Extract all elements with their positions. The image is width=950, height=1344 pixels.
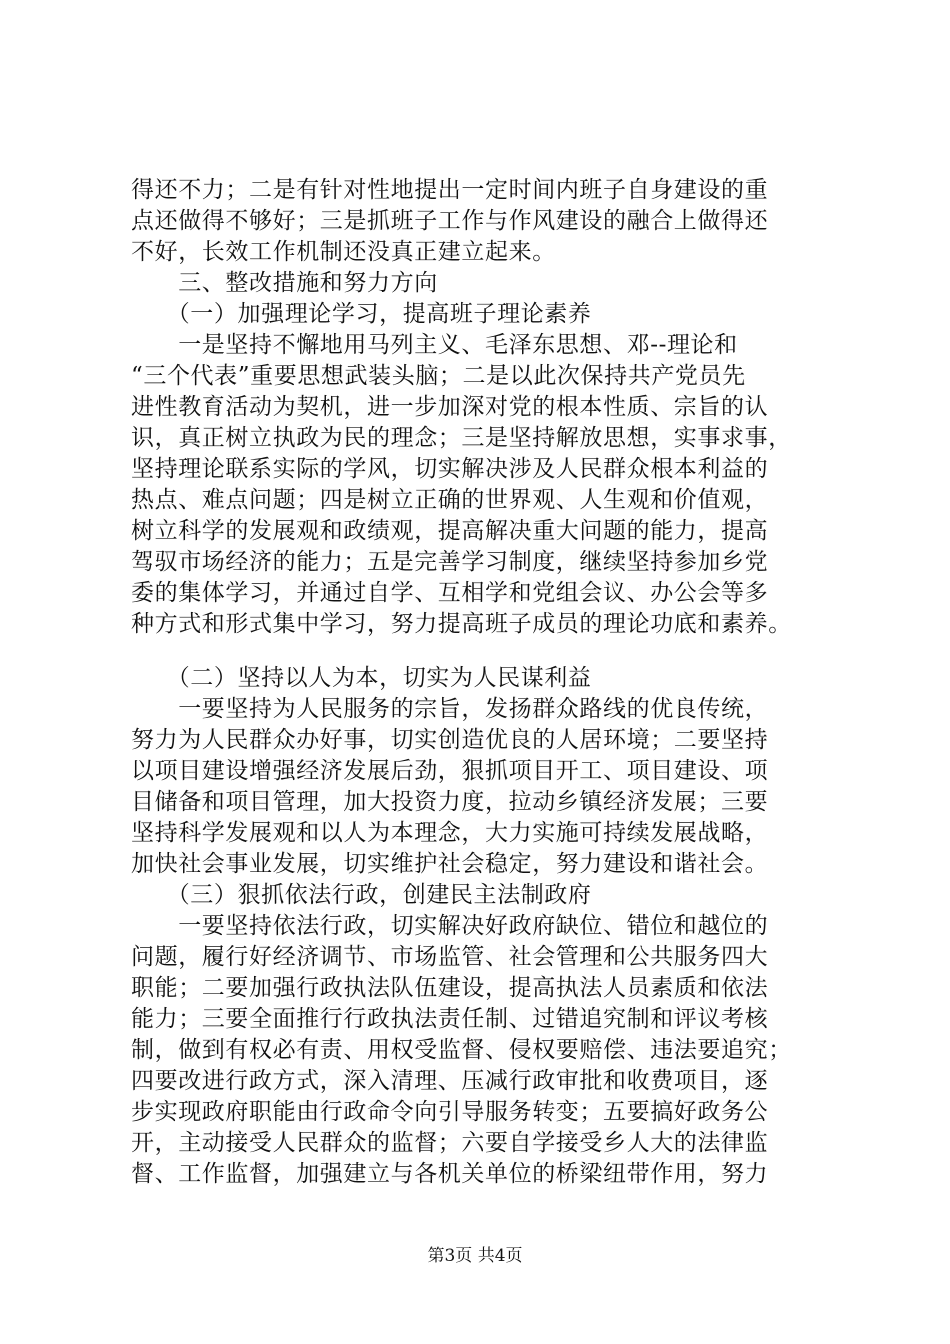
body-text-line: 坚持科学发展观和以人为本理念，大力实施可持续发展战略，: [131, 820, 769, 846]
body-text-line: 种方式和形式集中学习，努力提高班子成员的理论功底和素养。: [131, 611, 792, 637]
body-text-line: 委的集体学习，并通过自学、互相学和党组会议、办公会等多: [131, 580, 769, 606]
section-heading: 三、整改措施和努力方向: [131, 270, 438, 296]
body-text-line: 识，真正树立执政为民的理念；三是坚持解放思想，实事求事，: [131, 425, 792, 451]
body-text-line: 驾驭市场经济的能力；五是完善学习制度，继续坚持参加乡党: [131, 549, 769, 575]
body-text-line: 一要坚持依法行政，切实解决好政府缺位、错位和越位的: [131, 913, 769, 939]
subsection-heading: （三）狠抓依法行政，创建民主法制政府: [131, 882, 592, 908]
body-text-line: 加快社会事业发展，切实维护社会稳定，努力建设和谐社会。: [131, 851, 769, 877]
body-text-line: 不好，长效工作机制还没真正建立起来。: [131, 239, 556, 265]
body-text-line: “三个代表”重要思想武装头脑；二是以此次保持共产党员先: [131, 363, 746, 389]
body-text-line: 坚持理论联系实际的学风，切实解决涉及人民群众根本利益的: [131, 456, 769, 482]
body-text-line: 热点、难点问题；四是树立正确的世界观、人生观和价值观，: [131, 487, 769, 513]
body-text-line: 得还不力；二是有针对性地提出一定时间内班子自身建设的重: [131, 177, 769, 203]
body-text-line: 问题，履行好经济调节、市场监管、社会管理和公共服务四大: [131, 944, 769, 970]
body-text-line: 制，做到有权必有责、用权受监督、侵权要赔偿、违法要追究；: [131, 1037, 792, 1063]
body-text-line: 开，主动接受人民群众的监督；六要自学接受乡人大的法律监: [131, 1130, 769, 1156]
body-text-line: 进性教育活动为契机，进一步加深对党的根本性质、宗旨的认: [131, 394, 769, 420]
body-text-line: 步实现政府职能由行政命令向引导服务转变；五要搞好政务公: [131, 1099, 769, 1125]
body-text-line: 一要坚持为人民服务的宗旨，发扬群众路线的优良传统，: [131, 696, 769, 722]
body-text-line: 目储备和项目管理，加大投资力度，拉动乡镇经济发展；三要: [131, 789, 769, 815]
body-text-line: 四要改进行政方式，深入清理、压减行政审批和收费项目，逐: [131, 1068, 769, 1094]
subsection-heading: （一）加强理论学习，提高班子理论素养: [131, 301, 592, 327]
page-number-footer: 第3页 共4页: [427, 1246, 523, 1266]
body-text-line: 点还做得不够好；三是抓班子工作与作风建设的融合上做得还: [131, 208, 769, 234]
body-text-line: 职能；二要加强行政执法队伍建设，提高执法人员素质和依法: [131, 975, 769, 1001]
body-text-line: 督、工作监督，加强建立与各机关单位的桥梁纽带作用，努力: [131, 1161, 769, 1187]
body-text-line: 以项目建设增强经济发展后劲，狠抓项目开工、项目建设、项: [131, 758, 769, 784]
body-text-line: 努力为人民群众办好事，切实创造优良的人居环境；二要坚持: [131, 727, 769, 753]
subsection-heading: （二）坚持以人为本，切实为人民谋利益: [131, 665, 592, 691]
body-text-line: 能力；三要全面推行行政执法责任制、过错追究制和评议考核: [131, 1006, 769, 1032]
body-text-line: 一是坚持不懈地用马列主义、毛泽东思想、邓--理论和: [131, 332, 738, 358]
body-text-line: 树立科学的发展观和政绩观，提高解决重大问题的能力，提高: [131, 518, 769, 544]
